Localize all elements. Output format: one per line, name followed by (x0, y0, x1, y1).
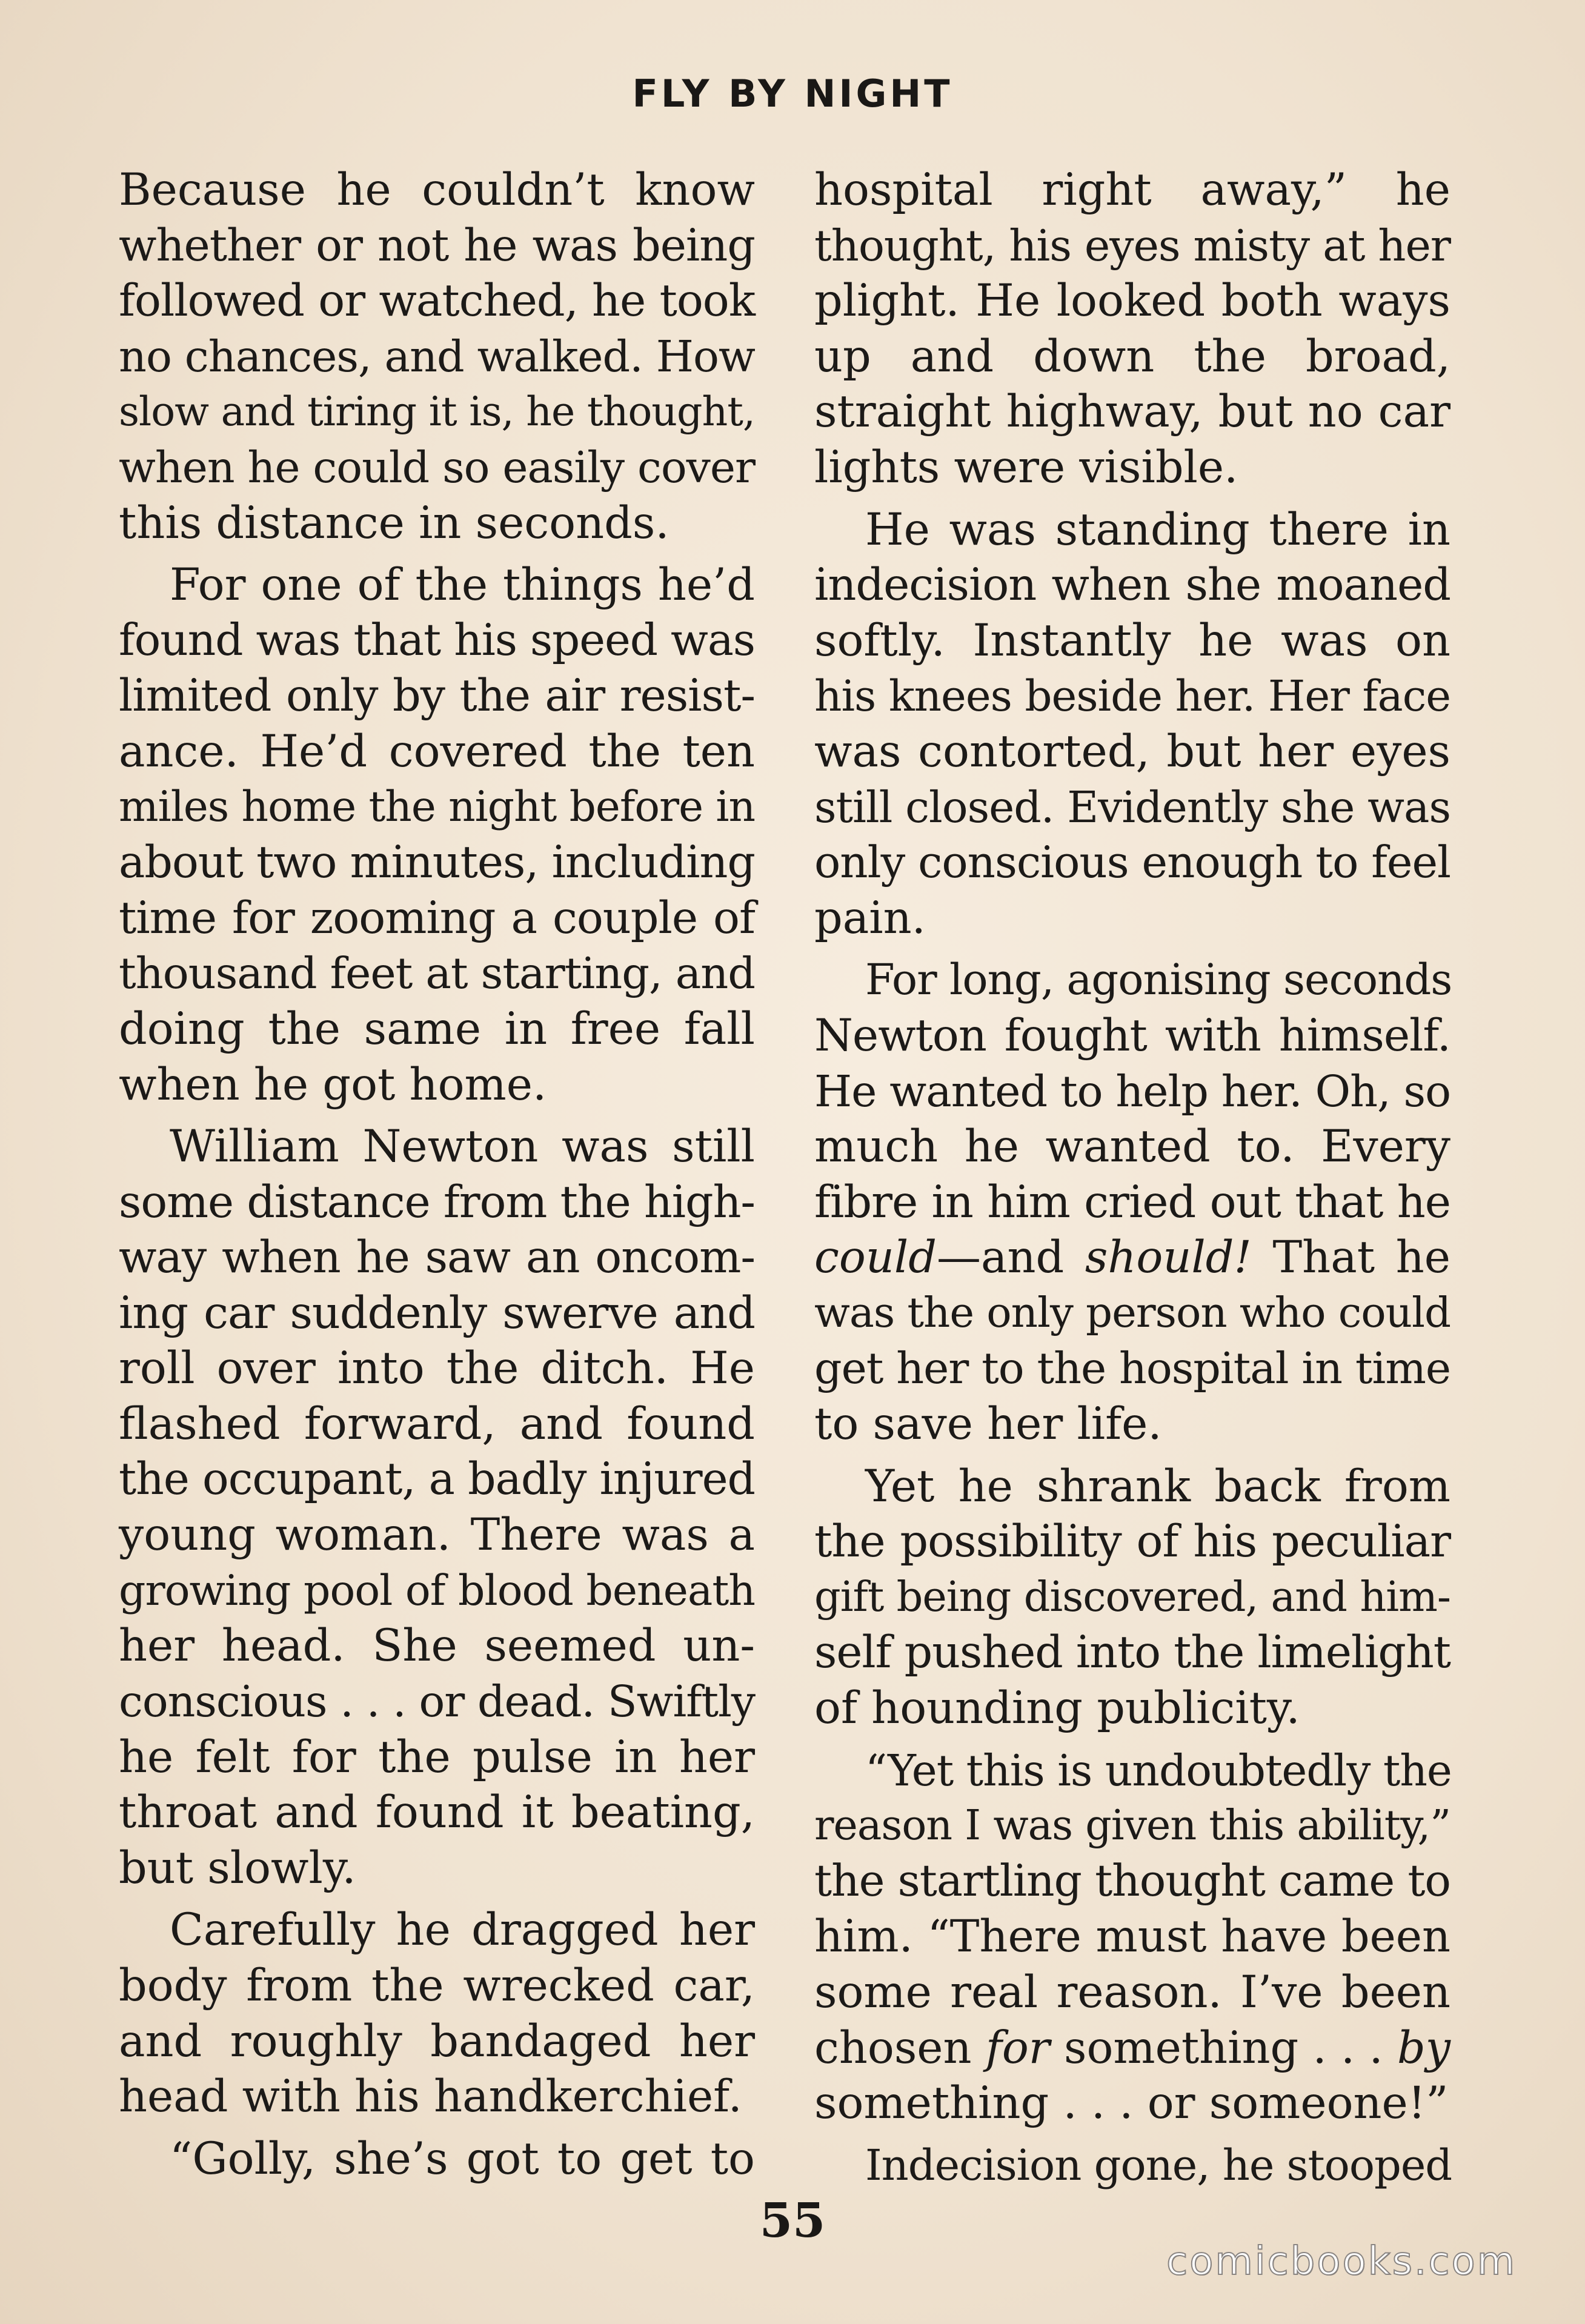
text-line: get her to the hospital in time (814, 1343, 1450, 1394)
text-line: him. “There must have been (814, 1911, 1450, 1963)
text-line: Carefully he dragged her (170, 1904, 755, 1956)
paragraph (119, 1902, 755, 2124)
left-column (119, 162, 755, 2193)
text-line: up and down the broad, (814, 330, 1450, 382)
paragraph (119, 1119, 755, 1896)
text-line: head with his handkerchief. (119, 2071, 742, 2123)
running-header: FLY BY NIGHT (632, 71, 953, 116)
page-number: 55 (759, 2193, 826, 2248)
paragraph (814, 952, 1450, 1452)
text-line: self pushed into the limelight (814, 1627, 1450, 1679)
text-line: ing car suddenly swerve and (119, 1287, 755, 1339)
text-line: For long, agonising seconds (865, 955, 1452, 1005)
text-line: indecision when she moaned (814, 559, 1450, 611)
paragraph (814, 2138, 1450, 2194)
text-line: her head. She seemed un- (119, 1620, 755, 1672)
paragraph (814, 1743, 1450, 2131)
text-line: the possibility of his peculiar (814, 1516, 1450, 1568)
text-line: slow and tiring it is, he thought, (119, 388, 755, 436)
text-line: this distance in seconds. (119, 497, 670, 549)
text-line: doing the same in free fall (119, 1003, 755, 1055)
text-line: but slowly. (119, 1842, 356, 1894)
text-line: Newton fought with himself. (814, 1009, 1450, 1061)
text-line: He was standing there in (865, 503, 1450, 556)
text-line: no chances, and walked. How (119, 331, 755, 382)
text-line: pain. (814, 892, 926, 944)
text-line: only conscious enough to feel (814, 837, 1450, 888)
text-line: plight. He looked both ways (814, 275, 1450, 327)
text-line: was contorted, but her eyes (814, 725, 1450, 777)
text-line: thousand feet at starting, and (119, 948, 755, 999)
text-line: softly. Instantly he was on (814, 614, 1450, 666)
text-line: fibre in him cried out that he (814, 1176, 1450, 1228)
text-line: something . . . or someone!” (814, 2077, 1449, 2130)
text-line: hospital right away,” he (814, 164, 1450, 216)
text-line: young woman. There was a (119, 1509, 755, 1561)
text-line: “Golly, she’s got to get to (170, 2133, 755, 2185)
text-line: straight highway, but no car (814, 386, 1450, 438)
text-line: whether or not he was being (119, 219, 755, 271)
right-column (814, 162, 1450, 2200)
text-line: lights were visible. (814, 441, 1238, 493)
text-line: of hounding publicity. (814, 1682, 1300, 1735)
text-line: he felt for the pulse in her (119, 1731, 755, 1783)
text-line: gift being discovered, and him- (814, 1573, 1450, 1621)
text-line: way when he saw an oncom- (119, 1232, 755, 1284)
paragraph (119, 2131, 755, 2187)
text-line: his knees beside her. Her face (814, 671, 1450, 722)
paragraph (119, 557, 755, 1112)
paragraph (814, 1459, 1450, 1736)
text-line: when he could so easily cover (119, 442, 755, 493)
text-line: chosen for something . . . by (814, 2022, 1451, 2074)
text-line: the occupant, a badly injured (119, 1453, 755, 1505)
text-line: could—and should! That he (814, 1232, 1450, 1284)
text-line: flashed forward, and found (119, 1398, 755, 1450)
text-line: some distance from the high- (119, 1176, 755, 1228)
text-line: He wanted to help her. Oh, so (814, 1066, 1450, 1117)
text-line: growing pool of blood beneath (119, 1565, 755, 1615)
watermark-logo: comicbooks.com (1166, 2239, 1517, 2284)
text-line: ance. He’d covered the ten (119, 725, 755, 777)
text-line: throat and found it beating, (119, 1787, 755, 1839)
text-line: Indecision gone, he stooped (865, 2140, 1452, 2190)
text-line: limited only by the air resist- (119, 670, 755, 722)
text-line: time for zooming a couple of (119, 892, 755, 944)
text-line: reason I was given this ability,” (814, 1802, 1450, 1850)
text-line: the startling thought came to (814, 1855, 1450, 1907)
text-line: and roughly bandaged her (119, 2015, 755, 2067)
text-line: conscious . . . or dead. Swiftly (119, 1676, 755, 1727)
text-line: followed or watched, he took (119, 275, 755, 327)
text-line: to save her life. (814, 1398, 1162, 1450)
text-line: Because he couldn’t know (119, 164, 755, 216)
text-line: found was that his speed was (119, 614, 755, 666)
paragraph (119, 162, 755, 551)
text-line: thought, his eyes misty at her (814, 220, 1450, 271)
text-line: still closed. Evidently she was (814, 782, 1450, 832)
paragraph (814, 502, 1450, 946)
text-line: roll over into the ditch. He (119, 1343, 755, 1395)
text-line: William Newton was still (170, 1121, 755, 1173)
text-line: about two minutes, including (119, 837, 755, 889)
paragraph (814, 162, 1450, 496)
text-line: was the only person who could (814, 1288, 1450, 1337)
text-line: when he got home. (119, 1058, 547, 1111)
text-line: For one of the things he’d (170, 559, 755, 611)
text-line: miles home the night before in (119, 782, 755, 831)
text-line: Yet he shrank back from (865, 1460, 1450, 1512)
text-line: some real reason. I’ve been (814, 1967, 1450, 2018)
text-line: “Yet this is undoubtedly the (865, 1745, 1452, 1796)
text-line: body from the wrecked car, (119, 1960, 755, 2011)
text-line: much he wanted to. Every (814, 1121, 1450, 1173)
